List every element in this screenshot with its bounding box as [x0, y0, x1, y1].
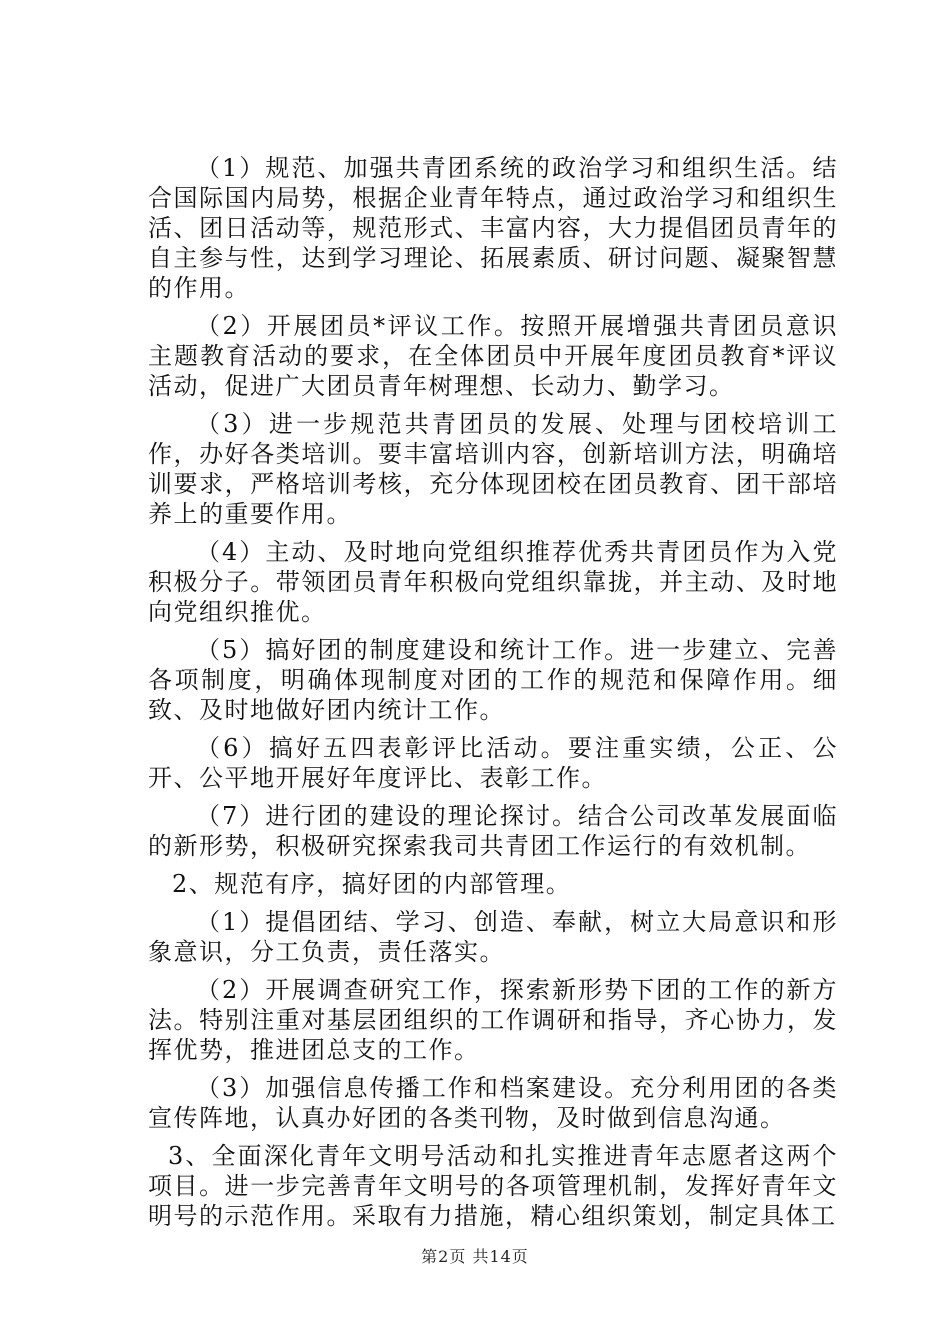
- paragraph-10: （3）加强信息传播工作和档案建设。充分利用团的各类宣传阵地，认真办好团的各类刊物，及时做到信息沟通。: [148, 1074, 838, 1132]
- paragraph-3: （3）进一步规范共青团员的发展、处理与团校培训工作，办好各类培训。要丰富培训内容，创新培训方法，明确培训要求，严格培训考核，充分体现团校在团员教育、团干部培养上的重要作用。: [148, 410, 838, 528]
- paragraph-6: （6）搞好五四表彰评比活动。要注重实绩，公正、公开、公平地开展好年度评比、表彰工作。: [148, 734, 838, 792]
- paragraph-7: （7）进行团的建设的理论探讨。结合公司改革发展面临的新形势，积极研究探索我司共青团工作运行的有效机制。: [148, 802, 838, 860]
- paragraph-1: （1）规范、加强共青团系统的政治学习和组织生活。结合国际国内局势，根据企业青年特点，通过政治学习和组织生活、团日活动等，规范形式、丰富内容，大力提倡团员青年的自主参与性，达到学习理论、拓展素质、研讨问题、凝聚智慧的作用。: [148, 154, 838, 302]
- section-heading-2: 2、规范有序，搞好团的内部管理。: [172, 870, 572, 898]
- paragraph-4: （4）主动、及时地向党组织推荐优秀共青团员作为入党积极分子。带领团员青年积极向党组织靠拢，并主动、及时地向党组织推优。: [148, 538, 838, 626]
- paragraph-2: （2）开展团员*评议工作。按照开展增强共青团员意识主题教育活动的要求，在全体团员中开展年度团员教育*评议活动，促进广大团员青年树理想、长动力、勤学习。: [148, 312, 838, 400]
- page-footer: 第2页 共14页: [421, 1247, 529, 1266]
- paragraph-9: （2）开展调查研究工作，探索新形势下团的工作的新方法。特别注重对基层团组织的工作调研和指导，齐心协力，发挥优势，推进团总支的工作。: [148, 976, 838, 1064]
- paragraph-8: （1）提倡团结、学习、创造、奉献，树立大局意识和形象意识，分工负责，责任落实。: [148, 908, 838, 966]
- document-body: [148, 153, 838, 1239]
- section-paragraph-3: 3、全面深化青年文明号活动和扎实推进青年志愿者这两个项目。进一步完善青年文明号的各项管理机制，发挥好青年文明号的示范作用。采取有力措施，精心组织策划，制定具体工: [148, 1142, 838, 1230]
- paragraph-5: （5）搞好团的制度建设和统计工作。进一步建立、完善各项制度，明确体现制度对团的工作的规范和保障作用。细致、及时地做好团内统计工作。: [148, 636, 838, 724]
